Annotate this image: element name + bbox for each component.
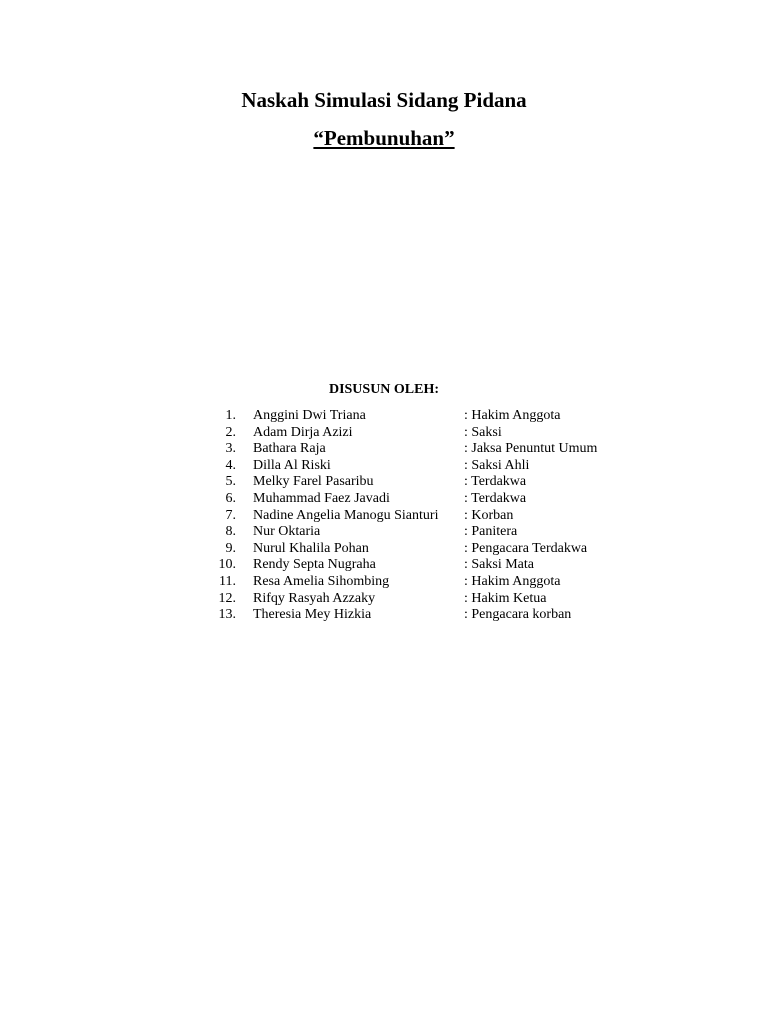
member-number: 6. bbox=[225, 490, 236, 506]
member-name: Rendy Septa Nugraha bbox=[253, 557, 376, 573]
member-number: 7. bbox=[225, 507, 236, 523]
member-name: Muhammad Faez Javadi bbox=[253, 490, 390, 506]
member-row bbox=[200, 474, 620, 491]
member-number: 4. bbox=[225, 457, 236, 473]
member-role: : Hakim Anggota bbox=[464, 573, 561, 589]
member-row bbox=[200, 541, 620, 558]
member-name: Theresia Mey Hizkia bbox=[253, 607, 372, 623]
member-row bbox=[200, 524, 620, 541]
member-number: 10. bbox=[218, 557, 236, 573]
member-name: Rifqy Rasyah Azzaky bbox=[253, 590, 376, 606]
member-role: : Hakim Ketua bbox=[464, 590, 547, 606]
document-title: Naskah Simulasi Sidang Pidana bbox=[241, 88, 527, 112]
member-name: Nur Oktaria bbox=[253, 524, 321, 540]
member-number: 11. bbox=[219, 573, 236, 589]
member-role: : Hakim Anggota bbox=[464, 408, 561, 423]
member-role: : Panitera bbox=[464, 524, 518, 540]
member-name: Adam Dirja Azizi bbox=[253, 424, 353, 440]
compiled-by-label: DISUSUN OLEH: bbox=[328, 382, 440, 397]
member-number: 1. bbox=[225, 408, 236, 423]
member-role: : Jaksa Penuntut Umum bbox=[464, 441, 598, 457]
member-number: 3. bbox=[225, 441, 236, 457]
document-subtitle-text: “Pembunuhan” bbox=[313, 126, 455, 150]
member-role: : Terdakwa bbox=[464, 490, 527, 506]
member-row bbox=[200, 491, 620, 508]
member-name: Melky Farel Pasaribu bbox=[253, 474, 374, 490]
member-name: Resa Amelia Sihombing bbox=[253, 573, 390, 589]
member-number: 12. bbox=[218, 590, 236, 606]
member-role: : Saksi bbox=[464, 424, 502, 440]
member-row bbox=[200, 508, 620, 525]
member-name: Nurul Khalila Pohan bbox=[253, 540, 369, 556]
member-row bbox=[200, 441, 620, 458]
member-role: : Pengacara korban bbox=[464, 607, 572, 623]
member-row bbox=[200, 458, 620, 475]
member-row bbox=[200, 591, 620, 608]
member-row bbox=[200, 408, 620, 425]
member-row bbox=[200, 607, 620, 624]
member-name: Anggini Dwi Triana bbox=[253, 408, 366, 423]
member-row bbox=[200, 557, 620, 574]
member-role: : Saksi Ahli bbox=[464, 457, 530, 473]
member-name: Nadine Angelia Manogu Sianturi bbox=[253, 507, 439, 523]
member-name: Dilla Al Riski bbox=[253, 457, 331, 473]
document-subtitle bbox=[0, 124, 768, 152]
member-number: 8. bbox=[225, 524, 236, 540]
member-role: : Terdakwa bbox=[464, 474, 527, 490]
member-role: : Pengacara Terdakwa bbox=[464, 540, 588, 556]
member-number: 9. bbox=[225, 540, 236, 556]
member-role: : Korban bbox=[464, 507, 514, 523]
member-number: 13. bbox=[218, 607, 236, 623]
member-list bbox=[200, 408, 620, 624]
member-number: 5. bbox=[225, 474, 236, 490]
member-row bbox=[200, 425, 620, 442]
member-role: : Saksi Mata bbox=[464, 557, 534, 573]
member-number: 2. bbox=[225, 424, 236, 440]
member-row bbox=[200, 574, 620, 591]
member-name: Bathara Raja bbox=[253, 441, 326, 457]
